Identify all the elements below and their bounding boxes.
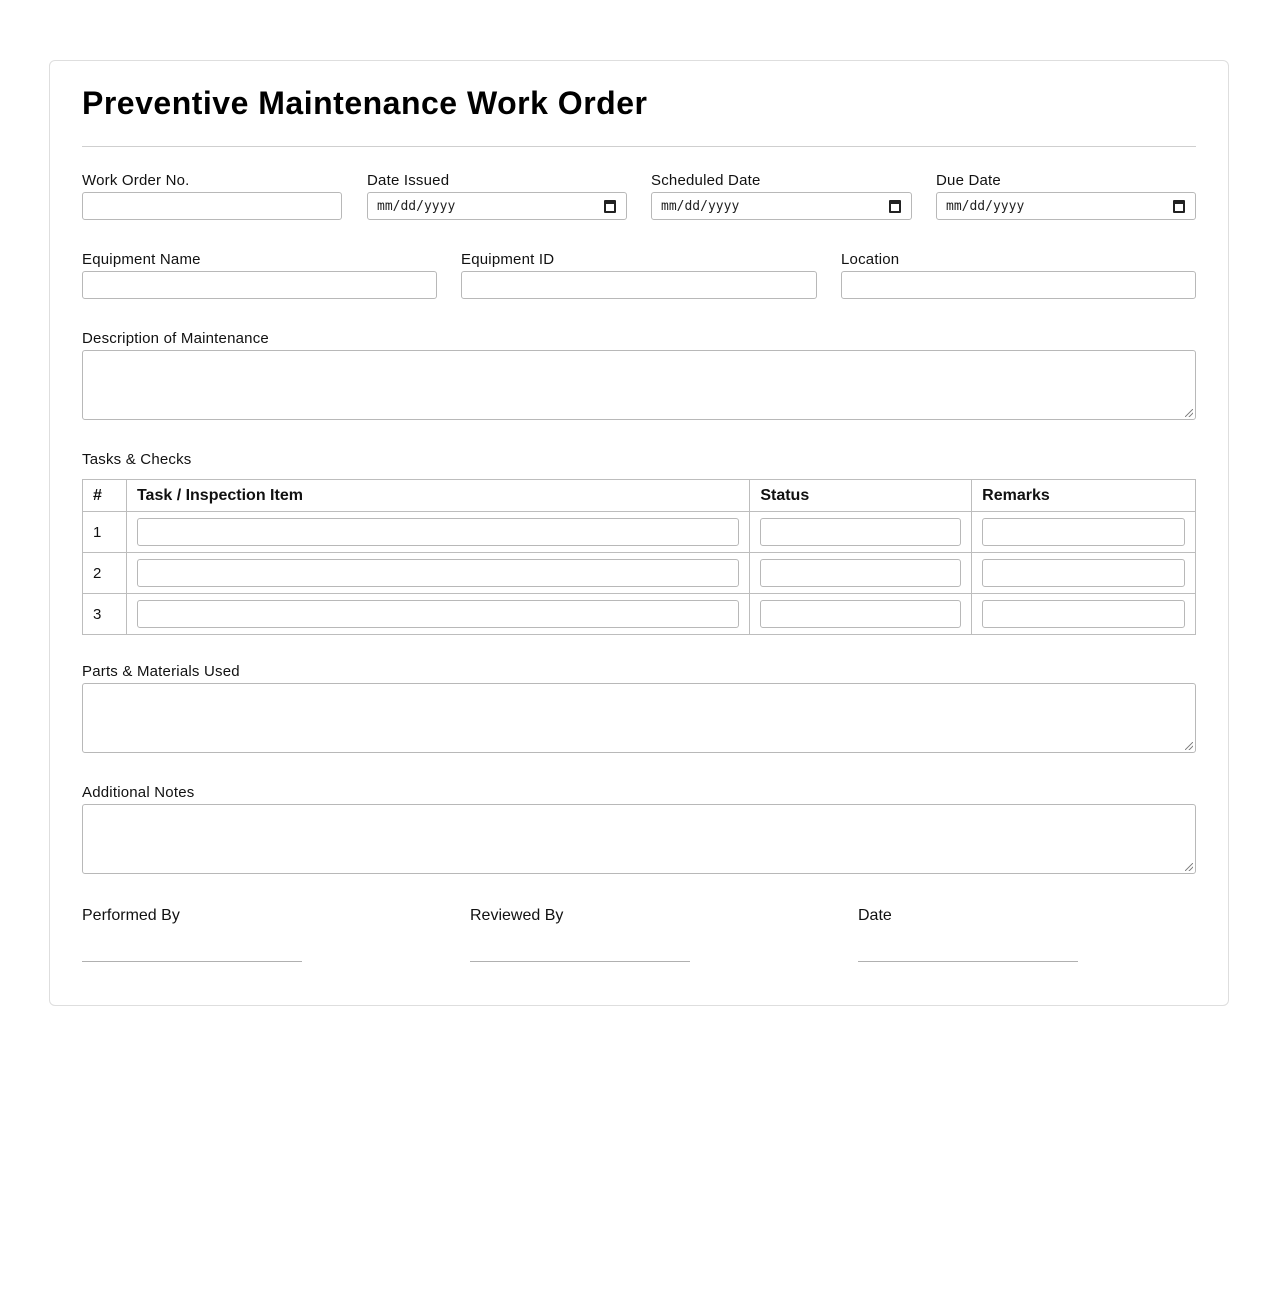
signature-date	[858, 907, 1078, 962]
description-field	[82, 330, 1196, 420]
table-row	[83, 553, 1196, 594]
date-placeholder: mm/dd/yyyy	[377, 199, 456, 214]
description-textarea[interactable]	[82, 350, 1196, 420]
row-number: 2	[83, 553, 127, 594]
work-order-no-field	[82, 172, 342, 220]
scheduled-date-input[interactable]	[651, 192, 912, 220]
equipment-name-field	[82, 251, 437, 299]
table-row	[83, 594, 1196, 635]
signature-reviewed-by	[470, 907, 690, 962]
parts-textarea[interactable]	[82, 683, 1196, 753]
remarks-input[interactable]	[982, 559, 1185, 587]
col-header-status: Status	[750, 480, 972, 512]
location-input[interactable]	[841, 271, 1196, 299]
signature-line	[82, 961, 302, 962]
resize-grip-icon[interactable]	[1185, 863, 1193, 871]
tasks-table	[82, 479, 1196, 635]
col-header-number: #	[83, 480, 127, 512]
signature-line	[470, 961, 690, 962]
row-number: 3	[83, 594, 127, 635]
work-order-form	[49, 60, 1229, 1006]
location-label: Location	[841, 251, 900, 268]
equipment-id-input[interactable]	[461, 271, 817, 299]
equipment-id-field	[461, 251, 817, 299]
row-number: 1	[83, 512, 127, 553]
table-header-row	[83, 480, 1196, 512]
parts-field	[82, 663, 1196, 753]
status-input[interactable]	[760, 518, 961, 546]
work-order-no-label: Work Order No.	[82, 172, 190, 189]
col-header-task: Task / Inspection Item	[126, 480, 749, 512]
calendar-icon[interactable]	[1173, 200, 1185, 213]
resize-grip-icon[interactable]	[1185, 742, 1193, 750]
resize-grip-icon[interactable]	[1185, 409, 1193, 417]
work-order-no-input[interactable]	[82, 192, 342, 220]
equipment-name-label: Equipment Name	[82, 251, 201, 268]
task-input[interactable]	[137, 559, 739, 587]
signature-label: Reviewed By	[470, 907, 564, 924]
tasks-section	[82, 451, 382, 471]
due-date-field	[936, 172, 1196, 220]
signature-performed-by	[82, 907, 302, 962]
date-placeholder: mm/dd/yyyy	[946, 199, 1025, 214]
tasks-label: Tasks & Checks	[82, 451, 192, 468]
task-input[interactable]	[137, 518, 739, 546]
notes-field	[82, 784, 1196, 874]
scheduled-date-field	[651, 172, 912, 220]
notes-textarea[interactable]	[82, 804, 1196, 874]
equipment-name-input[interactable]	[82, 271, 437, 299]
calendar-icon[interactable]	[604, 200, 616, 213]
remarks-input[interactable]	[982, 600, 1185, 628]
equipment-id-label: Equipment ID	[461, 251, 555, 268]
status-input[interactable]	[760, 559, 961, 587]
due-date-input[interactable]	[936, 192, 1196, 220]
date-issued-label: Date Issued	[367, 172, 450, 189]
remarks-input[interactable]	[982, 518, 1185, 546]
description-label: Description of Maintenance	[82, 330, 269, 347]
date-issued-input[interactable]	[367, 192, 627, 220]
scheduled-date-label: Scheduled Date	[651, 172, 761, 189]
notes-label: Additional Notes	[82, 784, 195, 801]
title-divider	[82, 146, 1196, 147]
calendar-icon[interactable]	[889, 200, 901, 213]
table-row	[83, 512, 1196, 553]
due-date-label: Due Date	[936, 172, 1001, 189]
signature-label: Performed By	[82, 907, 180, 924]
date-placeholder: mm/dd/yyyy	[661, 199, 740, 214]
signature-label: Date	[858, 907, 892, 924]
parts-label: Parts & Materials Used	[82, 663, 240, 680]
date-issued-field	[367, 172, 627, 220]
col-header-remarks: Remarks	[972, 480, 1196, 512]
page-title: Preventive Maintenance Work Order	[82, 85, 648, 121]
status-input[interactable]	[760, 600, 961, 628]
signature-line	[858, 961, 1078, 962]
task-input[interactable]	[137, 600, 739, 628]
location-field	[841, 251, 1196, 299]
